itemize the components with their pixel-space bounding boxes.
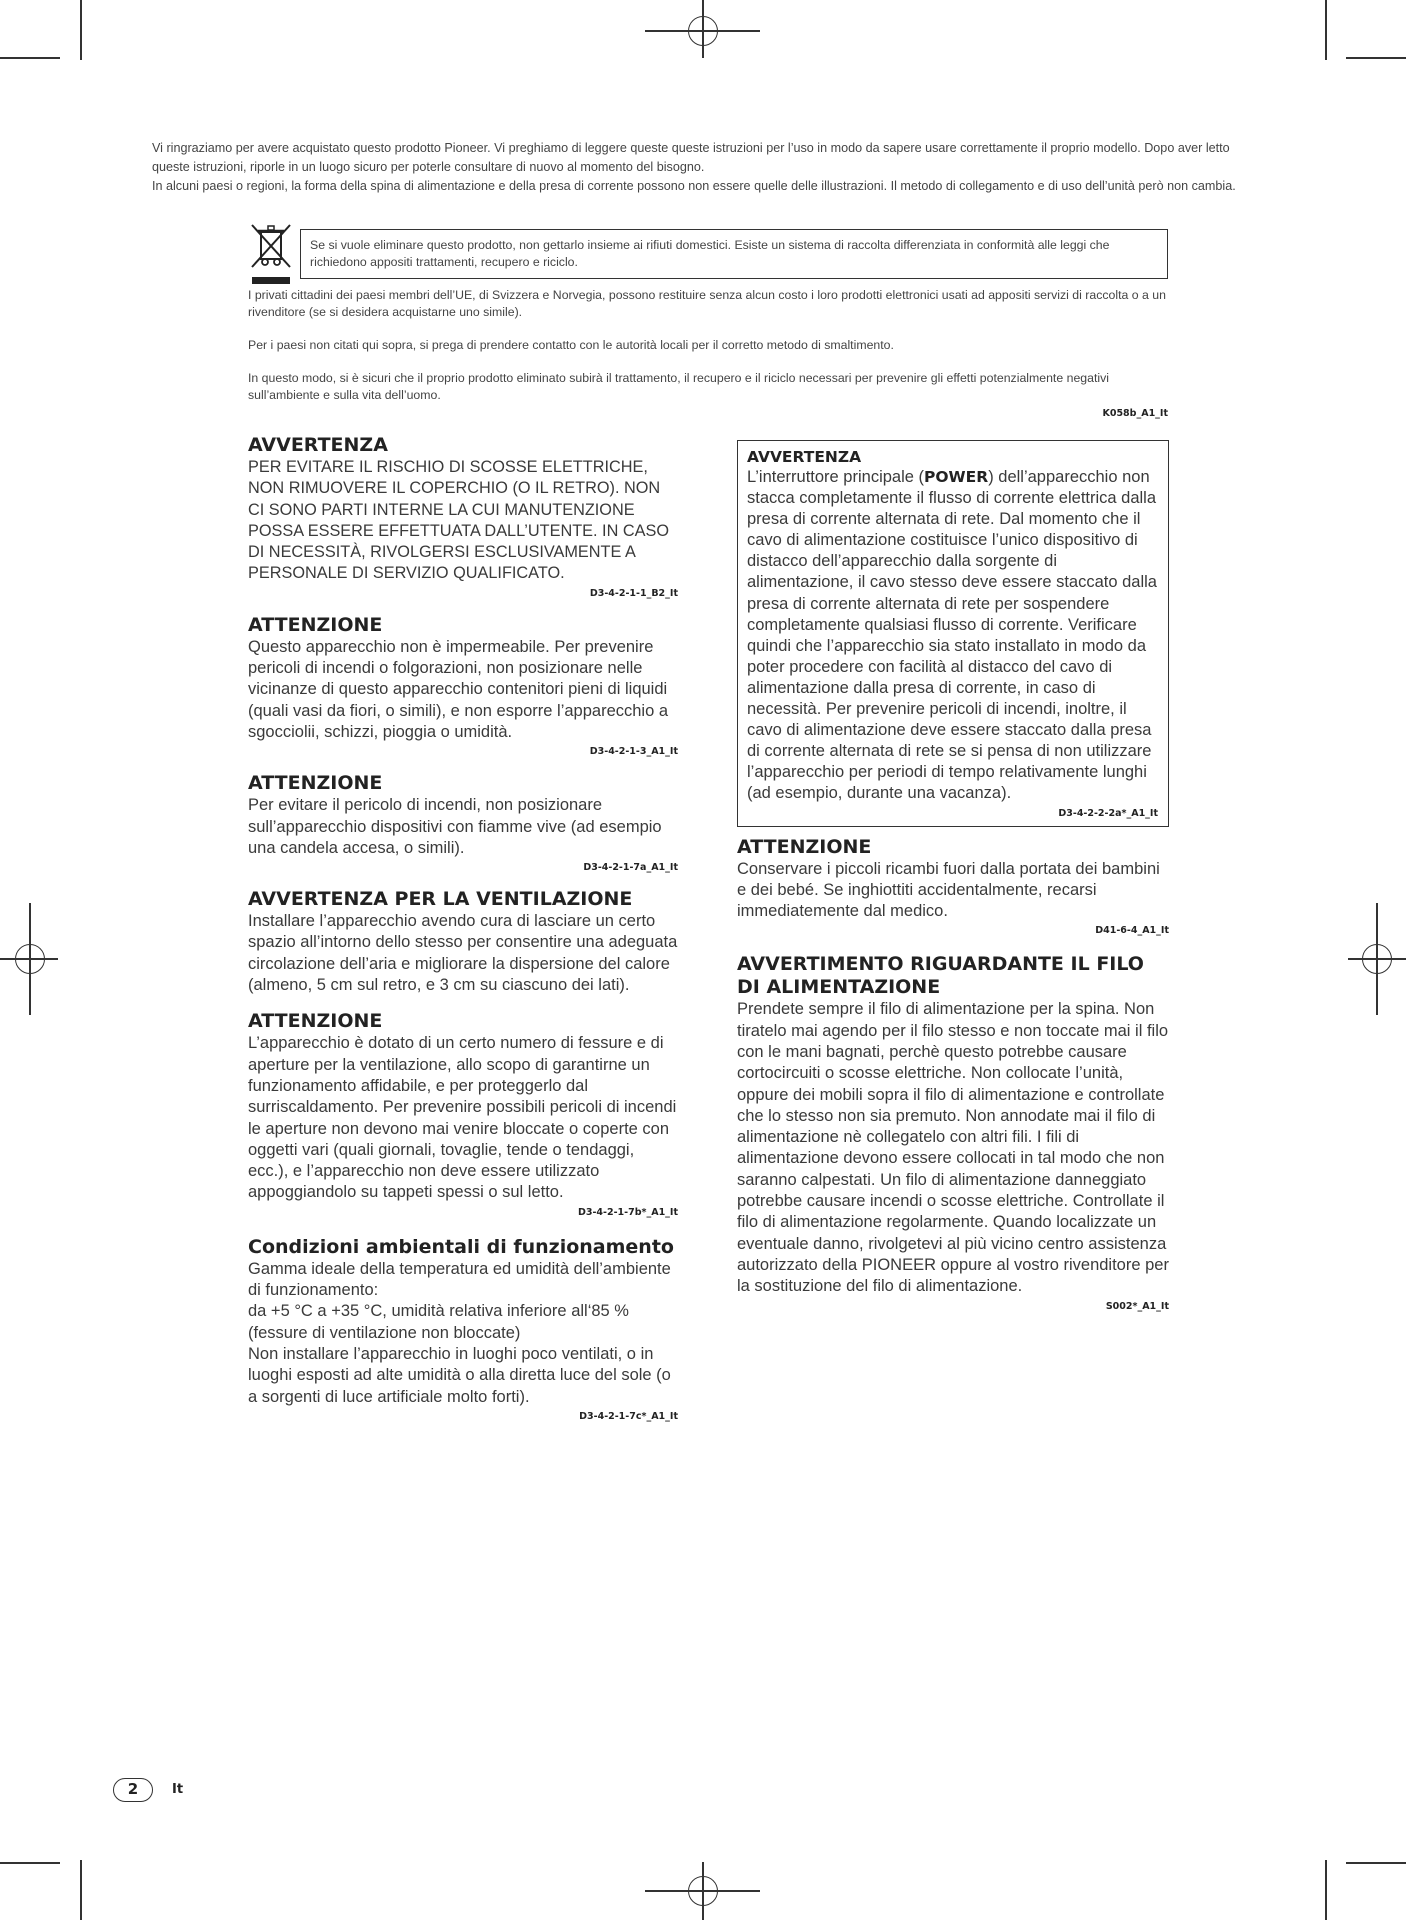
section-avvertenza-shock: [248, 434, 678, 600]
section-code: S002*_A1_It: [1105, 1300, 1169, 1312]
disposal-note-other-countries: Per i paesi non citati qui sopra, si prega di prendere contatto con le autorità locali per il corretto metodo di smaltimento.: [248, 338, 894, 352]
section-title: ATTENZIONE: [248, 772, 383, 795]
disposal-note-eu: I privati cittadini dei paesi membri dell’UE, di Svizzera e Norvegia, possono restituire senza alcun costo i loro prodotti elettronici usati ad appositi servizi di raccolta o a un rivenditore (se si desidera acquistarne uno simile).: [248, 288, 1166, 319]
power-label: POWER: [924, 468, 989, 486]
section-ventilation-warning: [248, 888, 678, 996]
intro-paragraph-thanks: Vi ringraziamo per avere acquistato questo prodotto Pioneer. Vi preghiamo di leggere queste queste istruzioni per l’uso in modo da sapere usare correttamente il proprio modello. Dopo aver letto queste istruzioni, riporle in un luogo sicuro per poterle consultare di nuovo al momento del bisogno.: [152, 141, 1230, 174]
section-title: AVVERTIMENTO RIGUARDANTE IL FILO DI ALIMENTAZIONE: [737, 953, 1144, 999]
section-power-switch-warning: [737, 440, 1169, 827]
section-title: ATTENZIONE: [248, 613, 383, 636]
section-title: ATTENZIONE: [248, 1010, 383, 1033]
section-body: L’apparecchio è dotato di un certo numero di fessure e di aperture per la ventilazione, allo scopo di garantirne un funzionamento affidabile, e per proteggerlo dal surriscaldamento. Per prevenire possibili pericoli di incendi le aperture non devono mai venire bloccate o coperte con oggetti vari (quali giornali, tovaglie, tende o tendaggi, ecc.), e l’apparecchio non deve essere utilizzato appoggiandolo su tappeti spessi o sul letto.: [248, 1034, 677, 1202]
left-column: [248, 434, 678, 1423]
section-body: L’interruttore principale (POWER) dell’apparecchio non stacca completamente il flusso di corrente elettrica dalla presa di corrente alternata di rete. Dal momento che il cavo di alimentazione costituisce l’unico dispositivo di distacco dell’apparecchio dalla sorgente di alimentazione, il cavo stesso deve essere staccato dalla presa di corrente alternata di rete per sospendere completamente qualsiasi flusso di corrente. Verificare quindi che l’apparecchio sia stato installato in modo da poter procedere con facilità al distacco del cavo di alimentazione dalla presa di corrente, in caso di necessità. Per prevenire pericoli di incendi, inoltre, il cavo di alimentazione deve essere staccato dalla presa di corrente alternata di rete se si pensa di non utilizzare l’apparecchio per periodi di tempo relativamente lunghi (ad esempio, durante una vacanza).: [747, 468, 1157, 803]
section-title: Condizioni ambientali di funzionamento: [248, 1235, 674, 1258]
section-body-values: da +5 °C a +35 °C, umidità relativa inferiore all‘85 % (fessure di ventilazione non bloccate): [248, 1302, 629, 1342]
section-body: Prendete sempre il filo di alimentazione per la spina. Non tiratelo mai agendo per il filo stesso e non toccate mai il filo con le mani bagnati, perchè questo potrebbe causare cortocircuiti o scosse elettriche. Non collocate l’unità, oppure dei mobili sopra il filo di alimentazione e controllate che lo stesso non sia premuto. Non annodate mai il filo di alimentazione nè collegatelo con altri fili. I fili di alimentazione devono essere collocati in tal modo che non saranno calpestati. Un filo di alimentazione danneggiato potrebbe causare incendi o scosse elettriche. Controllate il filo di alimentazione regolarmente. Quando localizzate un eventuale danno, rivolgetevi al più vicino centro assistenza autorizzato della PIONEER oppure al vostro rivenditore per la sostituzione del filo di alimentazione.: [737, 1000, 1169, 1296]
section-attenzione-flames: [248, 772, 678, 874]
section-code: D3-4-2-1-7a_A1_It: [583, 862, 678, 874]
section-title: AVVERTENZA PER LA VENTILAZIONE: [248, 888, 633, 911]
disposal-code: K058b_A1_It: [1102, 408, 1168, 419]
section-code: D3-4-2-2-2a*_A1_It: [1058, 807, 1158, 819]
section-title: ATTENZIONE: [737, 835, 872, 858]
section-body: Installare l’apparecchio avendo cura di lasciare un certo spazio all’intorno dello stesso per consentire una adeguata circolazione dell’aria e migliorare la dispersione del calore (almeno, 5 cm sul retro, e 3 cm su ciascuno dei lati).: [248, 912, 678, 995]
section-code: D41-6-4_A1_It: [1095, 925, 1169, 937]
section-body-placement: Non installare l’apparecchio in luoghi poco ventilati, o in luoghi esposti ad alte umidità o alla diretta luce del sole (o a sorgenti di luce artificiale molto forti).: [248, 1344, 671, 1406]
section-code: D3-4-2-1-7b*_A1_It: [577, 1206, 678, 1218]
section-body-range: Gamma ideale della temperatura ed umidità dell’ambiente di funzionamento:: [248, 1259, 671, 1300]
section-attenzione-openings: [248, 1010, 678, 1218]
section-body: Per evitare il pericolo di incendi, non posizionare sull’apparecchio dispositivi con fiamme vive (ad esempio una candela accesa, o simili).: [248, 796, 662, 857]
section-attenzione-small-parts: [737, 836, 1169, 938]
disposal-notice-box: Se si vuole eliminare questo prodotto, non gettarlo insieme ai rifiuti domestici. Esiste un sistema di raccolta differenziata in conformità alle leggi che richiedono appositi trattamenti, recupero e riciclo.: [300, 229, 1168, 279]
crossed-out-wheelie-bin-icon: [249, 222, 293, 286]
intro-text: [152, 139, 1262, 196]
intro-paragraph-plug-note: In alcuni paesi o regioni, la forma della spina di alimentazione e della presa di corrente possono non essere quelle delle illustrazioni. Il metodo di collegamento e di uso dell’unità però non cambia.: [152, 179, 1236, 193]
page-language: It: [172, 1782, 184, 1797]
section-body: Questo apparecchio non è impermeabile. Per prevenire pericoli di incendi o folgorazioni, non posizionare nelle vicinanze di questo apparecchio contenitori pieni di liquidi (quali vasi da fiori, o simili), e non esporre l’apparecchio a sgocciolii, schizzi, pioggia o umidità.: [248, 637, 669, 741]
section-body: Conservare i piccoli ricambi fuori dalla portata dei bambini e dei bebé. Se inghiottiti accidentalmente, recarsi immediatemente dal medico.: [737, 859, 1160, 921]
section-code: D3-4-2-1-3_A1_It: [589, 746, 678, 758]
section-attenzione-liquids: [248, 614, 678, 758]
section-operating-conditions: [248, 1236, 678, 1423]
disposal-notes: [248, 287, 1168, 420]
section-code: D3-4-2-1-7c*_A1_It: [579, 1410, 678, 1422]
disposal-note-environment: In questo modo, si è sicuri che il proprio prodotto eliminato subirà il trattamento, il recupero e il riciclo necessari per prevenire gli effetti potenzialmente negativi sull’ambiente e sulla vita dell’uomo.: [248, 371, 1109, 402]
section-title: AVVERTENZA: [248, 434, 388, 456]
section-power-cord-warning: [737, 953, 1169, 1312]
section-body: PER EVITARE IL RISCHIO DI SCOSSE ELETTRICHE, NON RIMUOVERE IL COPERCHIO (O IL RETRO). NON CI SONO PARTI INTERNE LA CUI MANUTENZIONE POSSA ESSERE EFFETTUATA DALL’UTENTE. IN CASO DI NECESSITÀ, RIVOLGERSI ESCLUSIVAMENTE A PERSONALE DI SERVIZIO QUALIFICATO.: [248, 458, 669, 583]
section-title: AVVERTENZA: [747, 448, 862, 466]
page-number: 2: [113, 1778, 153, 1802]
section-code: D3-4-2-1-1_B2_It: [589, 587, 678, 599]
right-column: [737, 440, 1169, 1313]
